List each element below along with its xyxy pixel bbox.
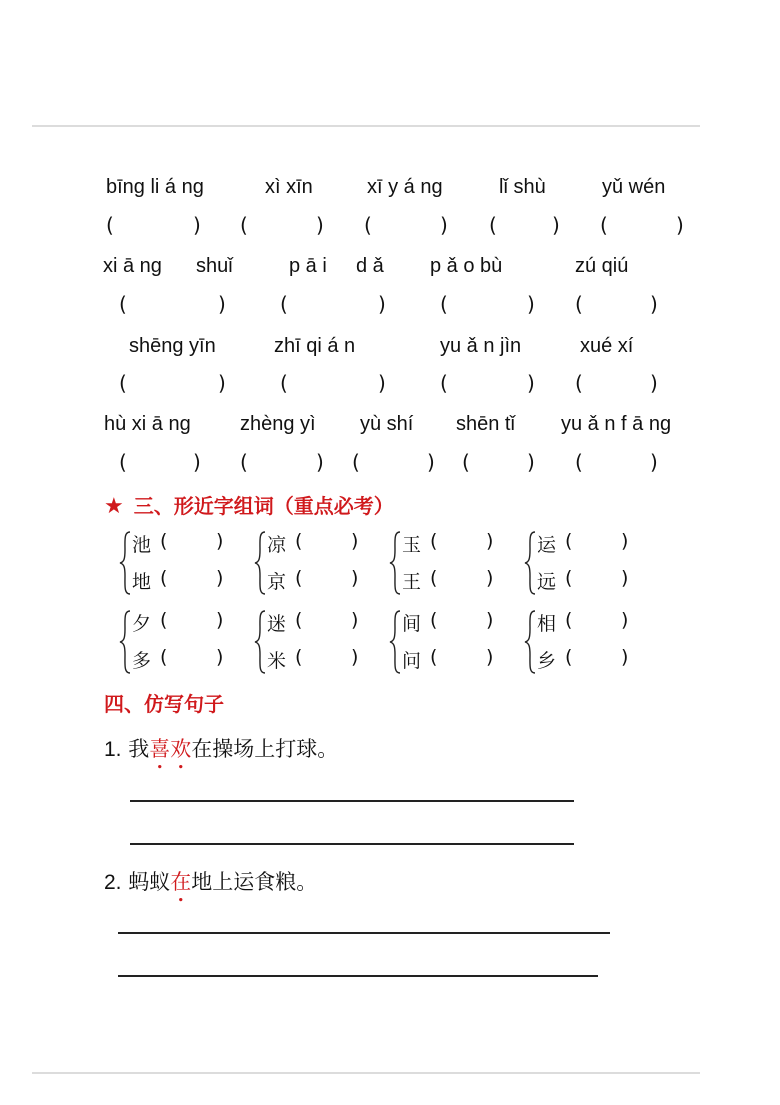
paren-close: ) — [218, 292, 226, 316]
star-icon: ★ — [104, 493, 124, 519]
pinyin-item: lǐ shù — [499, 176, 546, 198]
pinyin-row — [0, 255, 780, 285]
sentence-1 — [104, 733, 338, 763]
char-pair-group — [388, 609, 508, 679]
pinyin-item: shuǐ — [196, 255, 233, 277]
paren-close: ) — [486, 567, 494, 589]
section-3-heading — [104, 490, 394, 519]
sentence-number: 1. — [104, 738, 122, 761]
paren-open: ( — [430, 530, 438, 552]
paren-close: ) — [216, 530, 224, 552]
paren-close: ) — [552, 213, 560, 237]
paren-open: ( — [240, 213, 248, 237]
char-bottom: 京 — [267, 571, 287, 593]
pinyin-item: xī y á ng — [367, 176, 443, 198]
paren-close: ) — [351, 530, 359, 552]
paren-close: ) — [378, 292, 386, 316]
paren-open: ( — [565, 609, 573, 631]
emphasized-char: 欢 — [170, 737, 192, 761]
paren-close: ) — [440, 213, 448, 237]
char-bottom: 米 — [267, 650, 287, 672]
char-bottom: 多 — [132, 650, 152, 672]
answer-row — [0, 292, 780, 322]
paren-open: ( — [440, 371, 448, 395]
paren-close: ) — [193, 450, 201, 474]
paren-open: ( — [430, 646, 438, 668]
sentence-text: 地上运食粮。 — [191, 870, 318, 894]
paren-close: ) — [351, 646, 359, 668]
paren-open: ( — [295, 530, 303, 552]
paren-open: ( — [352, 450, 360, 474]
emphasized-char: 喜 — [149, 737, 171, 761]
paren-open: ( — [364, 213, 372, 237]
pinyin-item: xué xí — [580, 335, 634, 357]
paren-close: ) — [316, 450, 324, 474]
paren-open: ( — [575, 292, 583, 316]
char-top: 凉 — [267, 534, 287, 556]
paren-close: ) — [486, 609, 494, 631]
char-pair-group — [118, 609, 238, 679]
paren-open: ( — [489, 213, 497, 237]
char-pair-group — [523, 530, 643, 600]
paren-close: ) — [486, 530, 494, 552]
char-bottom: 远 — [537, 571, 557, 593]
pinyin-item: zú qiú — [575, 255, 629, 277]
pinyin-item: yǔ wén — [602, 176, 666, 198]
paren-close: ) — [621, 609, 629, 631]
char-pair-group — [253, 530, 373, 600]
pinyin-item: yu ǎ n jìn — [440, 335, 522, 357]
char-bottom: 王 — [402, 571, 422, 593]
pinyin-item: p ǎ o bù — [430, 255, 503, 277]
paren-close: ) — [621, 567, 629, 589]
paren-open: ( — [119, 450, 127, 474]
paren-open: ( — [160, 646, 168, 668]
paren-close: ) — [193, 213, 201, 237]
paren-open: ( — [430, 609, 438, 631]
pinyin-item: zhī qi á n — [274, 335, 356, 357]
pinyin-row — [0, 413, 780, 443]
paren-open: ( — [119, 292, 127, 316]
paren-close: ) — [486, 646, 494, 668]
paren-open: ( — [575, 371, 583, 395]
char-bottom: 乡 — [537, 650, 557, 672]
paren-open: ( — [430, 567, 438, 589]
char-top: 相 — [537, 613, 557, 635]
answer-row — [0, 213, 780, 243]
char-pair-group — [118, 530, 238, 600]
bottom-divider — [32, 1072, 700, 1074]
paren-close: ) — [216, 567, 224, 589]
paren-open: ( — [160, 567, 168, 589]
paren-close: ) — [351, 609, 359, 631]
pinyin-item: hù xi ā ng — [104, 413, 191, 435]
pinyin-item: yù shí — [360, 413, 414, 435]
paren-open: ( — [295, 609, 303, 631]
sentence-2 — [104, 866, 317, 896]
sentence-text: 蚂蚁 — [128, 870, 171, 894]
char-top: 运 — [537, 534, 557, 556]
paren-open: ( — [295, 646, 303, 668]
sentence-text: 在操场上打球。 — [191, 737, 339, 761]
char-pair-group — [523, 609, 643, 679]
pinyin-item: p ā i — [289, 255, 327, 277]
paren-open: ( — [119, 371, 127, 395]
writing-line[interactable] — [130, 800, 574, 802]
paren-open: ( — [440, 292, 448, 316]
paren-open: ( — [106, 213, 114, 237]
paren-open: ( — [280, 292, 288, 316]
sentence-number: 2. — [104, 871, 122, 894]
char-top: 间 — [402, 613, 422, 635]
paren-open: ( — [240, 450, 248, 474]
paren-open: ( — [295, 567, 303, 589]
paren-open: ( — [462, 450, 470, 474]
paren-close: ) — [621, 530, 629, 552]
pinyin-item: xi ā ng — [103, 255, 162, 277]
pinyin-row — [0, 176, 780, 206]
paren-close: ) — [676, 213, 684, 237]
char-top: 池 — [132, 534, 152, 556]
paren-open: ( — [565, 567, 573, 589]
paren-close: ) — [527, 292, 535, 316]
paren-close: ) — [216, 646, 224, 668]
paren-open: ( — [160, 530, 168, 552]
sentence-text: 我 — [128, 737, 150, 761]
writing-line[interactable] — [118, 932, 610, 934]
paren-close: ) — [316, 213, 324, 237]
paren-open: ( — [565, 646, 573, 668]
paren-close: ) — [351, 567, 359, 589]
char-pair-group — [388, 530, 508, 600]
paren-open: ( — [600, 213, 608, 237]
pinyin-item: d ǎ — [356, 255, 384, 277]
pinyin-item: yu ǎ n f ā ng — [561, 413, 672, 435]
char-top: 迷 — [267, 613, 287, 635]
paren-open: ( — [280, 371, 288, 395]
paren-close: ) — [378, 371, 386, 395]
char-top: 夕 — [132, 613, 152, 635]
paren-close: ) — [621, 646, 629, 668]
pinyin-item: bīng li á ng — [106, 176, 204, 198]
pinyin-item: zhèng yì — [240, 413, 316, 435]
top-divider — [32, 125, 700, 127]
paren-close: ) — [427, 450, 435, 474]
char-bottom: 地 — [132, 571, 152, 593]
paren-open: ( — [575, 450, 583, 474]
paren-close: ) — [650, 450, 658, 474]
char-pair-group — [253, 609, 373, 679]
paren-close: ) — [527, 450, 535, 474]
section-3-title: 三、形近字组词（重点必考） — [133, 494, 394, 518]
answer-row — [0, 450, 780, 480]
paren-close: ) — [216, 609, 224, 631]
pinyin-item: shēn tǐ — [456, 413, 515, 435]
pinyin-item: xì xīn — [265, 176, 313, 198]
char-bottom: 问 — [402, 650, 422, 672]
paren-close: ) — [650, 371, 658, 395]
writing-line[interactable] — [130, 843, 574, 845]
paren-close: ) — [218, 371, 226, 395]
pinyin-item: shēng yīn — [129, 335, 216, 357]
char-top: 玉 — [402, 534, 422, 556]
paren-close: ) — [650, 292, 658, 316]
emphasized-char: 在 — [170, 870, 192, 894]
pinyin-row — [0, 335, 780, 365]
writing-line[interactable] — [118, 975, 598, 977]
section-4-heading: 四、仿写句子 — [104, 692, 224, 716]
answer-row — [0, 371, 780, 401]
paren-close: ) — [527, 371, 535, 395]
paren-open: ( — [565, 530, 573, 552]
paren-open: ( — [160, 609, 168, 631]
